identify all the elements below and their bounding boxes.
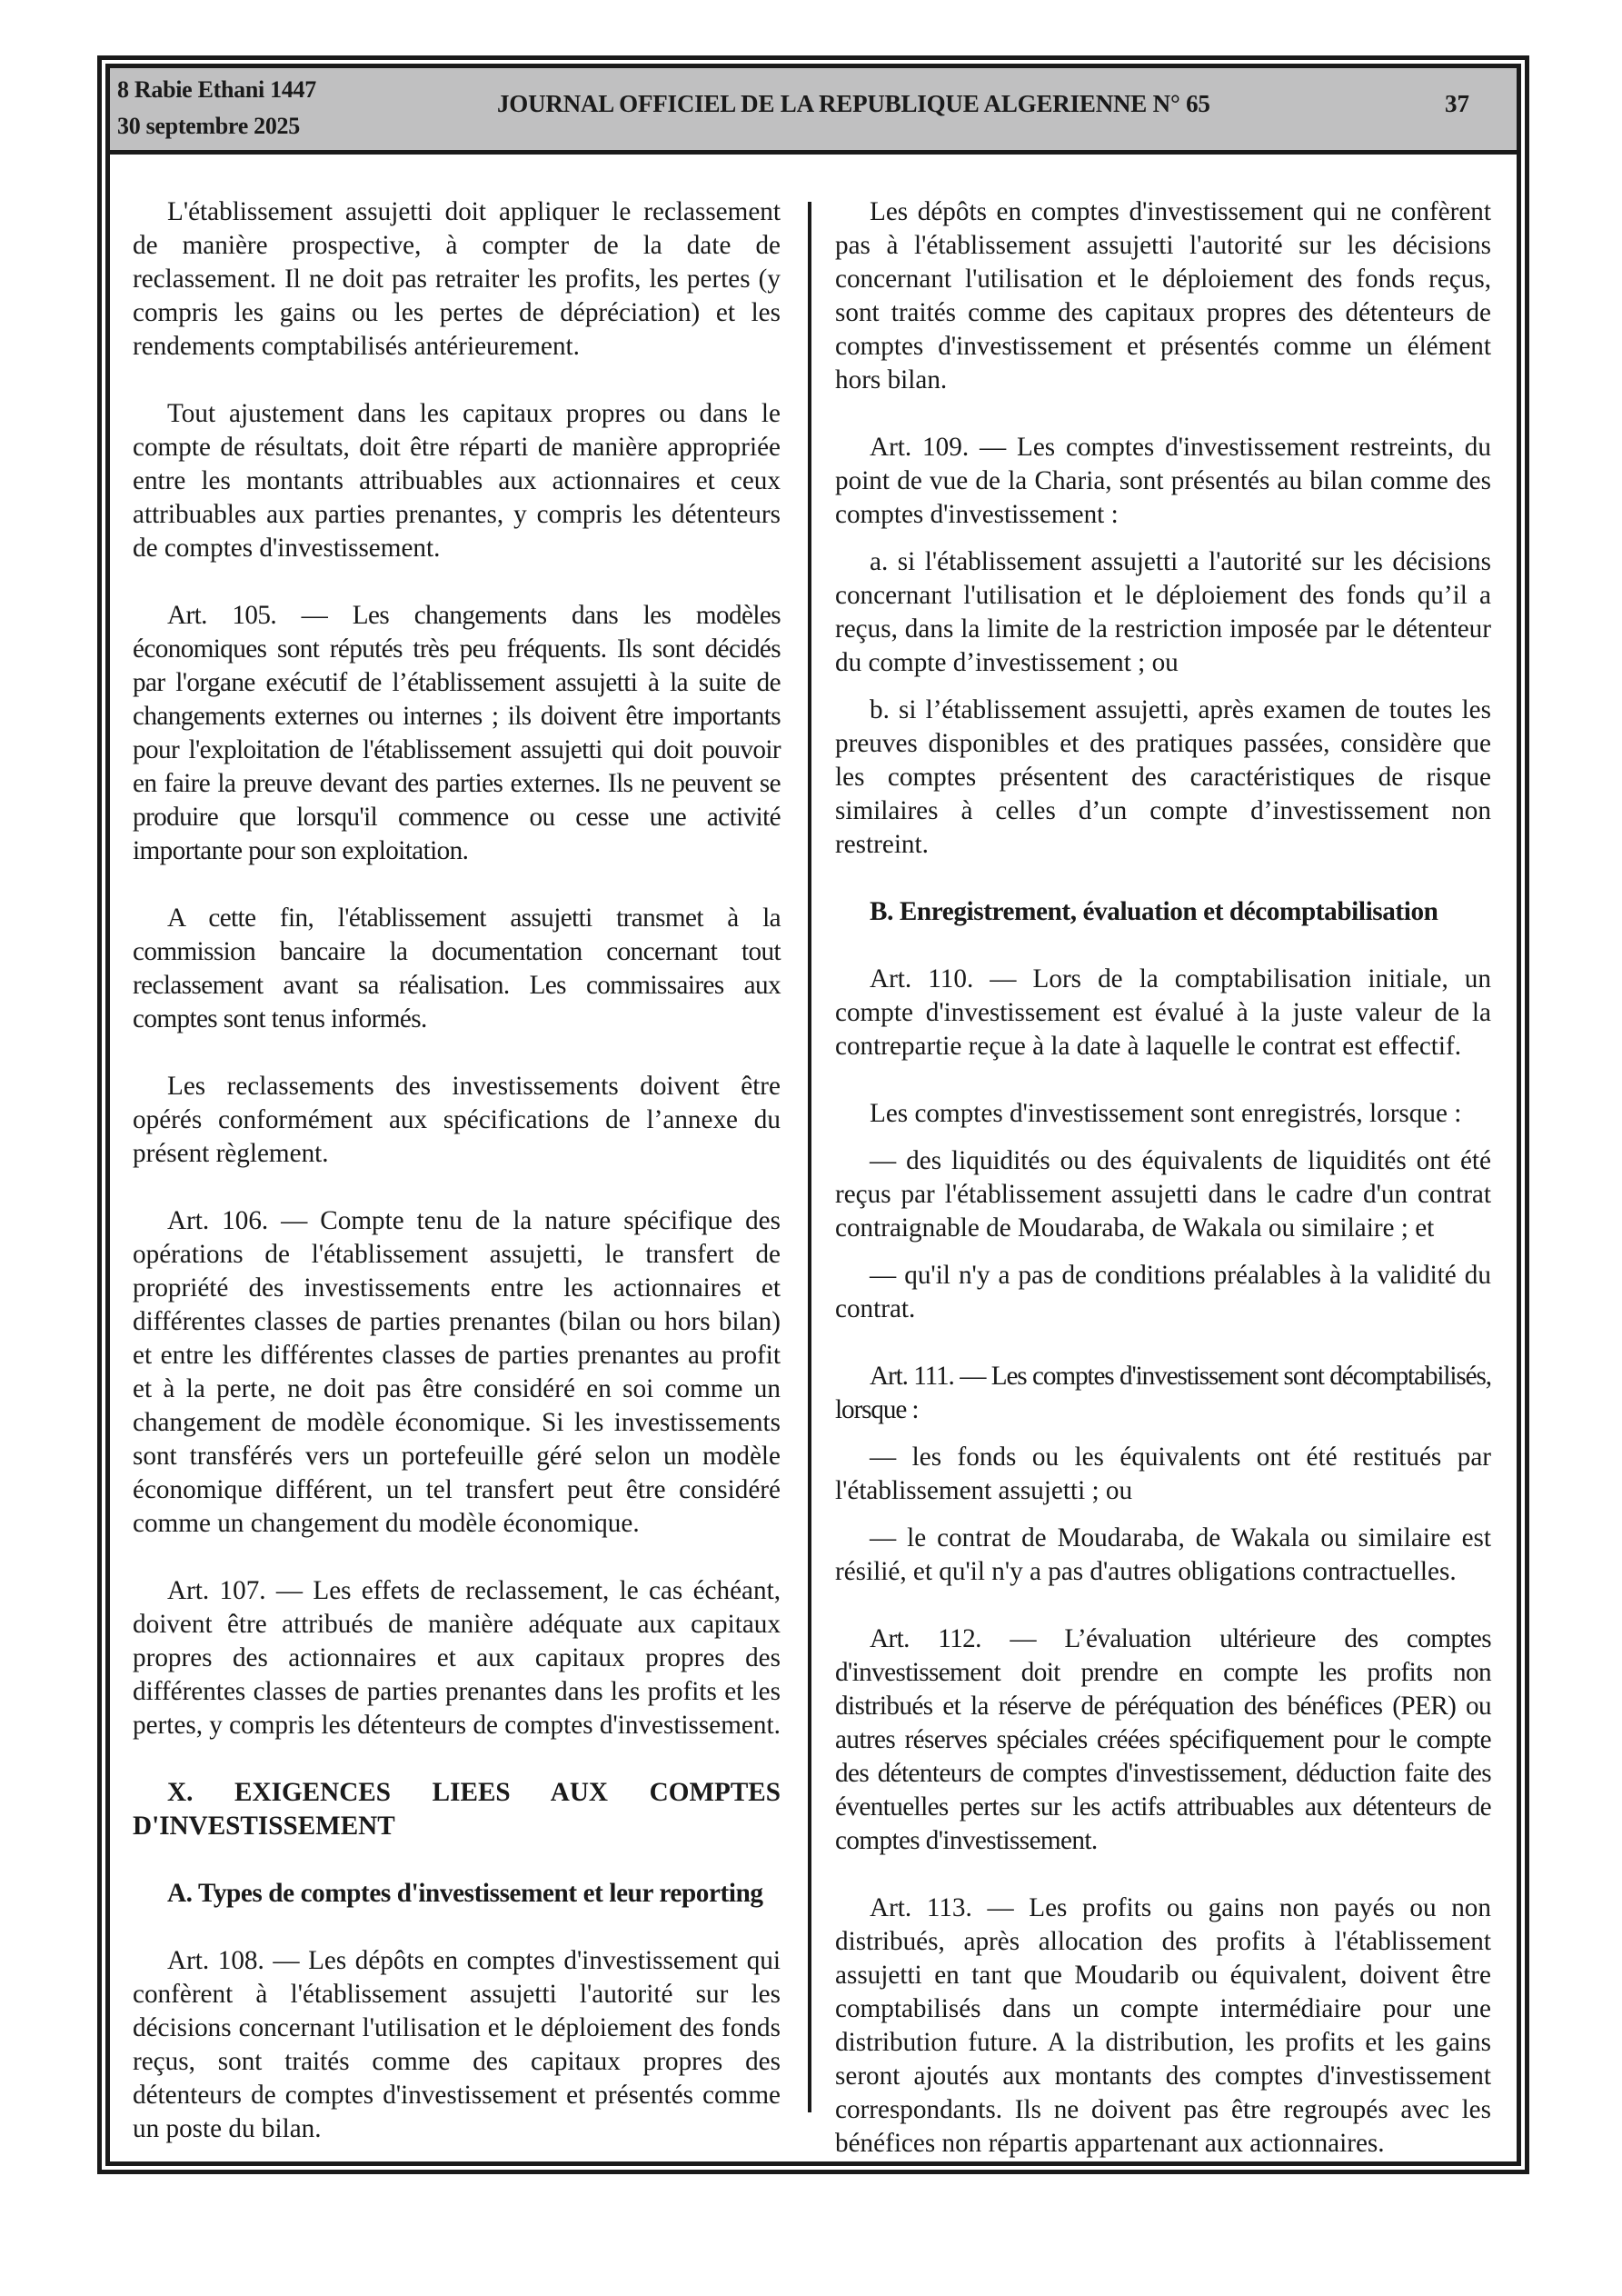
section-b-heading: B. Enregistrement, évaluation et décomptabilisation	[870, 897, 1438, 926]
article-108: Art. 108. — Les dépôts en comptes d'investissement qui confèrent à l'établissement assujetti l'autorité sur les décisions concernant l'utilisation et le déploiement des fonds reçus, sont traités comme des capitaux propres des détenteurs de comptes d'investissement et présentés comme un poste du bilan.	[133, 1946, 781, 2143]
bullet-fonds-restitues: — les fonds ou les équivalents ont été restitués par l'établissement assujetti ; ou	[835, 1442, 1491, 1505]
bullet-conditions: — qu'il n'y a pas de conditions préalables à la validité du contrat.	[835, 1261, 1491, 1323]
article-107: Art. 107. — Les effets de reclassement, le cas échéant, doivent être attribués de manière adéquate aux capitaux propres des actionnaires et aux capitaux propres des différentes classes de parties prenantes dans les profits et les pertes, y compris les détenteurs de comptes d'investissement.	[133, 1576, 781, 1740]
hijri-date: 8 Rabie Ethani 1447	[117, 76, 316, 103]
article-112: Art. 112. — L’évaluation ultérieure des comptes d'investissement doit prendre en compte les profits non distribués et la réserve de péréquation des bénéfices (PER) ou autres réserves spéciales créées spécifiquement pour le compte des détenteurs de comptes d'investissement, déduction faite des éventuelles pertes sur les actifs attribuables aux détenteurs de comptes d'investissement.	[835, 1624, 1491, 1855]
column-divider	[808, 202, 811, 2112]
article-109-item-b: b. si l’établissement assujetti, après examen de toutes les preuves disponibles et des pratiques passées, considère que les comptes présentent des caractéristiques de risque similaires à celles d’un compte d’investissement non restreint.	[835, 695, 1491, 859]
paragraph-depots-hors-bilan: Les dépôts en comptes d'investissement qui ne confèrent pas à l'établissement assujetti l'autorité sur les décisions concernant l'utilisation et le déploiement des fonds reçus, sont traités comme des capitaux propres des détenteurs de comptes d'investissement et présentés comme un élément hors bilan.	[835, 197, 1491, 394]
article-105: Art. 105. — Les changements dans les modèles économiques sont réputés très peu fréquents. Ils sont décidés par l'organe exécutif de l’établissement assujetti à la suite de changements externes ou internes ; ils doivent être importants pour l'exploitation de l'établissement assujetti qui doit pouvoir en faire la preuve devant des parties externes. Ils ne peuvent se produire que lorsqu'il commence ou cesse une activité importante pour son exploitation.	[133, 601, 781, 865]
header-dates	[117, 72, 316, 145]
paragraph-ajustement: Tout ajustement dans les capitaux propres ou dans le compte de résultats, doit être réparti de manière appropriée entre les montants attribuables aux actionnaires et ceux attribuables aux parties prenantes, y compris les détenteurs de comptes d'investissement.	[133, 399, 781, 563]
journal-title: JOURNAL OFFICIEL DE LA REPUBLIQUE ALGERIENNE N° 65	[497, 90, 1210, 117]
section-x-heading: X. EXIGENCES LIEES AUX COMPTES D'INVESTISSEMENT	[133, 1778, 781, 1841]
article-109: Art. 109. — Les comptes d'investissement restreints, du point de vue de la Charia, sont présentés au bilan comme des comptes d'investissement :	[835, 433, 1491, 529]
bullet-liquidites: — des liquidités ou des équivalents de liquidités ont été reçus par l'établissement assujetti dans le cadre d'un contrat contraignable de Moudaraba, de Wakala ou similaire ; et	[835, 1146, 1491, 1243]
page-header	[110, 68, 1517, 155]
article-111: Art. 111. — Les comptes d'investissement sont décomptabilisés, lorsque :	[835, 1362, 1491, 1424]
article-113: Art. 113. — Les profits ou gains non payés ou non distribués, après allocation des profits à l'établissement assujetti en tant que Moudarib ou équivalent, doivent être comptabilisés dans un compte intermédiaire pour une distribution future. A la distribution, les profits et les gains seront ajoutés aux montants des comptes d'investissement correspondants. Ils ne doivent pas être regroupés avec les bénéfices non répartis appartenant aux actionnaires.	[835, 1893, 1491, 2158]
page-number: 37	[1445, 90, 1469, 117]
section-a-heading: A. Types de comptes d'investissement et leur reporting	[167, 1879, 763, 1908]
article-110: Art. 110. — Lors de la comptabilisation initiale, un compte d'investissement est évalué à la juste valeur de la contrepartie reçue à la date à laquelle le contrat est effectif.	[835, 964, 1491, 1061]
paragraph-enregistres: Les comptes d'investissement sont enregistrés, lorsque :	[870, 1099, 1462, 1128]
article-109-item-a: a. si l'établissement assujetti a l'autorité sur les décisions concernant l'utilisation et le déploiement des fonds qu’il a reçus, dans la limite de la restriction imposée par le détenteur du compte d’investissement ; ou	[835, 547, 1491, 677]
bullet-contrat-resilie: — le contrat de Moudaraba, de Wakala ou similaire est résilié, et qu'il n'y a pas d'autres obligations contractuelles.	[835, 1523, 1491, 1586]
paragraph-reclassements: Les reclassements des investissements doivent être opérés conformément aux spécifications de l’annexe du présent règlement.	[133, 1072, 781, 1168]
paragraph-reclassement-prospectif: L'établissement assujetti doit appliquer le reclassement de manière prospective, à compter de la date de reclassement. Il ne doit pas retraiter les profits, les pertes (y compris les gains ou les pertes de dépréciation) et les rendements comptabilisés antérieurement.	[133, 197, 781, 361]
left-column	[133, 195, 781, 2146]
article-106: Art. 106. — Compte tenu de la nature spécifique des opérations de l'établissement assujetti, le transfert de propriété des investissements entre les actionnaires et différentes classes de parties prenantes (bilan ou hors bilan) et entre les différentes classes de parties prenantes au profit et à la perte, ne doit pas être considéré en soi comme un changement de modèle économique. Si les investissements sont transférés vers un portefeuille géré selon un modèle économique différent, un tel transfert peut être considéré comme un changement du modèle économique.	[133, 1206, 781, 1538]
paragraph-cette-fin: A cette fin, l'établissement assujetti transmet à la commission bancaire la documentation concernant tout reclassement avant sa réalisation. Les commissaires aux comptes sont tenus informés.	[133, 903, 781, 1033]
gregorian-date: 30 septembre 2025	[117, 113, 300, 139]
right-column	[835, 195, 1491, 2161]
